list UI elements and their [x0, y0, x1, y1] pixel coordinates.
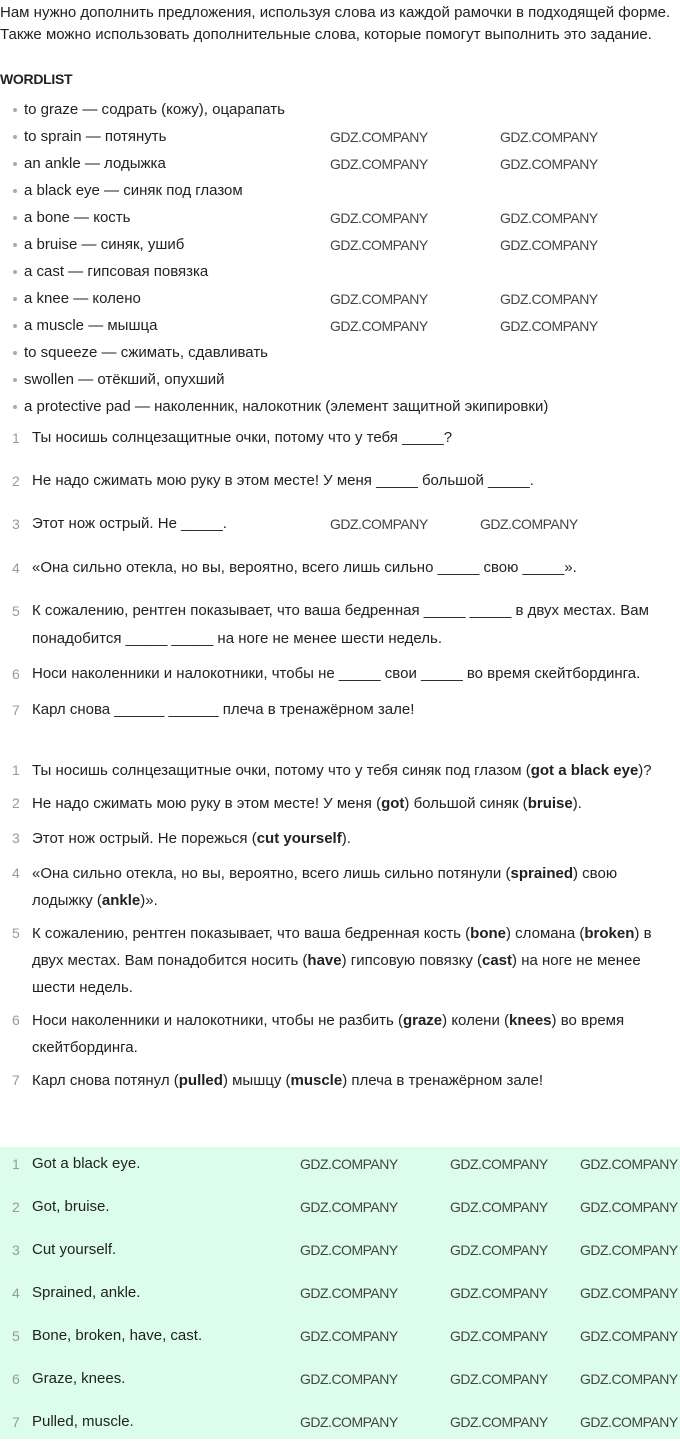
watermark-text: GDZ.COMPANY — [300, 1156, 398, 1172]
sentence-text: )». — [140, 892, 158, 909]
watermark-text: GDZ.COMPANY — [450, 1242, 548, 1258]
sentence-text: ) в двух местах. Вам понадобится носить ( — [32, 925, 652, 969]
sentence-text: ) гипсовую повязку ( — [341, 952, 482, 969]
item-text: Graze, knees. — [32, 1370, 126, 1387]
item-number: 3 — [12, 830, 20, 846]
list-item — [0, 510, 680, 538]
item-number: 1 — [12, 430, 20, 446]
watermark-text: GDZ.COMPANY — [580, 1414, 678, 1430]
item-text: «Она сильно отекла, но вы, вероятно, всего лишь сильно _____ свою _____». — [32, 559, 577, 576]
list-item — [0, 790, 680, 817]
sentence-text: Ты носишь солнцезащитные очки, потому что у тебя синяк под глазом ( — [32, 762, 531, 779]
list-item — [0, 1279, 680, 1322]
sentence-text: ) сломана ( — [506, 925, 585, 942]
watermark-text: GDZ.COMPANY — [330, 291, 428, 307]
wordlist-item — [0, 177, 548, 204]
item-text: Не надо сжимать мою руку в этом месте! У меня _____ большой _____. — [32, 472, 534, 489]
watermark-text: GDZ.COMPANY — [300, 1285, 398, 1301]
bullet-icon — [13, 135, 17, 139]
list-item — [0, 467, 680, 495]
item-text: Ты носишь солнцезащитные очки, потому что у тебя _____? — [32, 429, 453, 446]
sentence-text: ) свою лодыжку ( — [32, 865, 618, 909]
item-number: 6 — [12, 666, 20, 682]
wordlist-entry: a knee — колено — [24, 290, 141, 307]
item-number: 5 — [12, 603, 20, 619]
watermark-text: GDZ.COMPANY — [580, 1371, 678, 1387]
wordlist-item — [0, 339, 548, 366]
wordlist-item — [0, 285, 548, 312]
list-item — [0, 660, 680, 688]
sentence-text: К сожалению, рентген показывает, что ваша бедренная кость ( — [32, 925, 471, 942]
watermark-text: GDZ.COMPANY — [500, 237, 598, 253]
sentence-text: ). — [572, 795, 582, 812]
wordlist-item — [0, 366, 548, 393]
wordlist — [0, 96, 548, 420]
watermark-text: GDZ.COMPANY — [580, 1156, 678, 1172]
item-number: 4 — [12, 560, 20, 576]
answer-word: muscle — [290, 1072, 343, 1089]
watermark-text: GDZ.COMPANY — [500, 210, 598, 226]
exercise-list — [0, 424, 680, 724]
wordlist-item — [0, 231, 548, 258]
answer-word: sprained — [510, 865, 574, 882]
item-number: 1 — [12, 1156, 20, 1172]
answer-word: bruise — [527, 795, 573, 812]
item-number: 4 — [12, 865, 20, 881]
wordlist-item — [0, 96, 548, 123]
watermark-text: GDZ.COMPANY — [500, 291, 598, 307]
answer-word: got — [381, 795, 405, 812]
item-number: 7 — [12, 1414, 20, 1430]
wordlist-item — [0, 150, 548, 177]
watermark-text: GDZ.COMPANY — [330, 237, 428, 253]
sentence-text: ) на ноге не менее шести недель. — [32, 952, 641, 996]
item-number: 4 — [12, 1285, 20, 1301]
wordlist-title: WORDLIST — [0, 71, 73, 87]
watermark-text: GDZ.COMPANY — [330, 516, 428, 532]
list-item — [0, 1150, 680, 1193]
list-item — [0, 1322, 680, 1365]
watermark-text: GDZ.COMPANY — [580, 1199, 678, 1215]
watermark-text: GDZ.COMPANY — [300, 1328, 398, 1344]
sentence-text: Носи наколенники и налокотники, чтобы не разбить ( — [32, 1012, 403, 1029]
item-number: 5 — [12, 925, 20, 941]
answer-word: pulled — [178, 1072, 223, 1089]
watermark-text: GDZ.COMPANY — [330, 210, 428, 226]
watermark-text: GDZ.COMPANY — [300, 1371, 398, 1387]
watermark-text: GDZ.COMPANY — [300, 1414, 398, 1430]
item-text: Носи наколенники и налокотники, чтобы не _____ свои _____ во время скейтбординга. — [32, 665, 641, 682]
watermark-text: GDZ.COMPANY — [450, 1328, 548, 1344]
list-item — [0, 1007, 680, 1061]
answer-word: knees — [508, 1012, 552, 1029]
list-item — [0, 1408, 680, 1451]
answer-word: cast — [482, 952, 513, 969]
answer-word: have — [307, 952, 342, 969]
watermark-text: GDZ.COMPANY — [580, 1285, 678, 1301]
watermark-text: GDZ.COMPANY — [450, 1199, 548, 1215]
wordlist-item — [0, 258, 548, 285]
bullet-icon — [13, 270, 17, 274]
wordlist-entry: a bone — кость — [24, 209, 131, 226]
item-text: Sprained, ankle. — [32, 1284, 141, 1301]
wordlist-item — [0, 393, 548, 420]
sentence-text: ) большой синяк ( — [404, 795, 528, 812]
item-text: К сожалению, рентген показывает, что ваша бедренная _____ _____ в двух местах. Вам понадобится _____ _____ на ноге не менее шести недель. — [32, 602, 649, 647]
item-number: 6 — [12, 1371, 20, 1387]
answer-word: bone — [470, 925, 507, 942]
wordlist-entry: a muscle — мышца — [24, 317, 158, 334]
watermark-text: GDZ.COMPANY — [450, 1414, 548, 1430]
wordlist-item — [0, 123, 548, 150]
item-number: 2 — [12, 473, 20, 489]
wordlist-entry: a bruise — синяк, ушиб — [24, 236, 185, 253]
sentence-text: )? — [638, 762, 652, 779]
item-text: Got a black eye. — [32, 1155, 141, 1172]
list-item — [0, 1236, 680, 1279]
watermark-text: GDZ.COMPANY — [300, 1242, 398, 1258]
item-number: 7 — [12, 702, 20, 718]
wordlist-entry: to squeeze — сжимать, сдавливать — [24, 344, 268, 361]
wordlist-entry: to sprain — потянуть — [24, 128, 167, 145]
watermark-text: GDZ.COMPANY — [580, 1242, 678, 1258]
sentence-text: Карл снова потянул ( — [32, 1072, 179, 1089]
bullet-icon — [13, 216, 17, 220]
bullet-icon — [13, 405, 17, 409]
watermark-text: GDZ.COMPANY — [450, 1371, 548, 1387]
bullet-icon — [13, 351, 17, 355]
wordlist-entry: an ankle — лодыжка — [24, 155, 166, 172]
item-text: Pulled, muscle. — [32, 1413, 134, 1430]
list-item — [0, 920, 680, 1001]
watermark-text: GDZ.COMPANY — [500, 318, 598, 334]
watermark-text: GDZ.COMPANY — [450, 1156, 548, 1172]
wordlist-entry: a black eye — синяк под глазом — [24, 182, 243, 199]
item-text: Карл снова ______ ______ плеча в тренажёрном зале! — [32, 701, 415, 718]
sentence-text: ). — [341, 830, 351, 847]
list-item — [0, 696, 680, 724]
wordlist-entry: swollen — отёкший, опухший — [24, 371, 225, 388]
answer-word: ankle — [101, 892, 141, 909]
list-item — [0, 1193, 680, 1236]
item-text: Cut yourself. — [32, 1241, 117, 1258]
item-number: 5 — [12, 1328, 20, 1344]
item-number: 6 — [12, 1012, 20, 1028]
task-instructions: Нам нужно дополнить предложения, используя слова из каждой рамочки в подходящей форме. Также можно использовать дополнительные слова, которые помогут выполнить это задание. — [0, 4, 671, 43]
item-text: Bone, broken, have, cast. — [32, 1327, 203, 1344]
list-item — [0, 825, 680, 852]
list-item — [0, 554, 680, 582]
wordlist-item — [0, 204, 548, 231]
watermark-text: GDZ.COMPANY — [580, 1328, 678, 1344]
sentence-text: «Она сильно отекла, но вы, вероятно, всего лишь сильно потянули ( — [32, 865, 511, 882]
answer-word: got a black eye — [530, 762, 639, 779]
wordlist-entry: a cast — гипсовая повязка — [24, 263, 209, 280]
bullet-icon — [13, 162, 17, 166]
bullet-icon — [13, 108, 17, 112]
bullet-icon — [13, 189, 17, 193]
item-text: Этот нож острый. Не _____. — [32, 515, 227, 532]
answers-list — [0, 1150, 680, 1451]
wordlist-entry: a protective pad — наколенник, налокотник (элемент защитной экипировки) — [24, 398, 549, 415]
list-item — [0, 757, 680, 784]
sentence-text: Этот нож острый. Не порежься ( — [32, 830, 257, 847]
list-item — [0, 1067, 680, 1094]
item-number: 2 — [12, 795, 20, 811]
sentence-text: ) плеча в тренажёрном зале! — [342, 1072, 544, 1089]
list-item — [0, 424, 680, 452]
item-number: 3 — [12, 516, 20, 532]
sentence-text: ) во время скейтбординга. — [32, 1012, 625, 1056]
bullet-icon — [13, 297, 17, 301]
list-item — [0, 860, 680, 914]
sentence-text: ) мышцу ( — [222, 1072, 291, 1089]
item-number: 2 — [12, 1199, 20, 1215]
watermark-text: GDZ.COMPANY — [330, 318, 428, 334]
watermark-text: GDZ.COMPANY — [330, 129, 428, 145]
answer-word: graze — [402, 1012, 443, 1029]
list-item — [0, 1365, 680, 1408]
bullet-icon — [13, 324, 17, 328]
watermark-text: GDZ.COMPANY — [450, 1285, 548, 1301]
wordlist-item — [0, 312, 548, 339]
sentence-text: ) колени ( — [442, 1012, 509, 1029]
answer-word: broken — [584, 925, 635, 942]
watermark-text: GDZ.COMPANY — [480, 516, 578, 532]
item-number: 7 — [12, 1072, 20, 1088]
item-text: Got, bruise. — [32, 1198, 110, 1215]
sentence-text: Не надо сжимать мою руку в этом месте! У меня ( — [32, 795, 382, 812]
translation-list — [0, 757, 680, 1094]
item-number: 3 — [12, 1242, 20, 1258]
watermark-text: GDZ.COMPANY — [300, 1199, 398, 1215]
wordlist-entry: to graze — содрать (кожу), оцарапать — [24, 101, 285, 118]
watermark-text: GDZ.COMPANY — [500, 129, 598, 145]
watermark-text: GDZ.COMPANY — [330, 156, 428, 172]
bullet-icon — [13, 378, 17, 382]
list-item — [0, 597, 680, 653]
bullet-icon — [13, 243, 17, 247]
item-number: 1 — [12, 762, 20, 778]
answer-word: cut yourself — [256, 830, 342, 847]
watermark-text: GDZ.COMPANY — [500, 156, 598, 172]
